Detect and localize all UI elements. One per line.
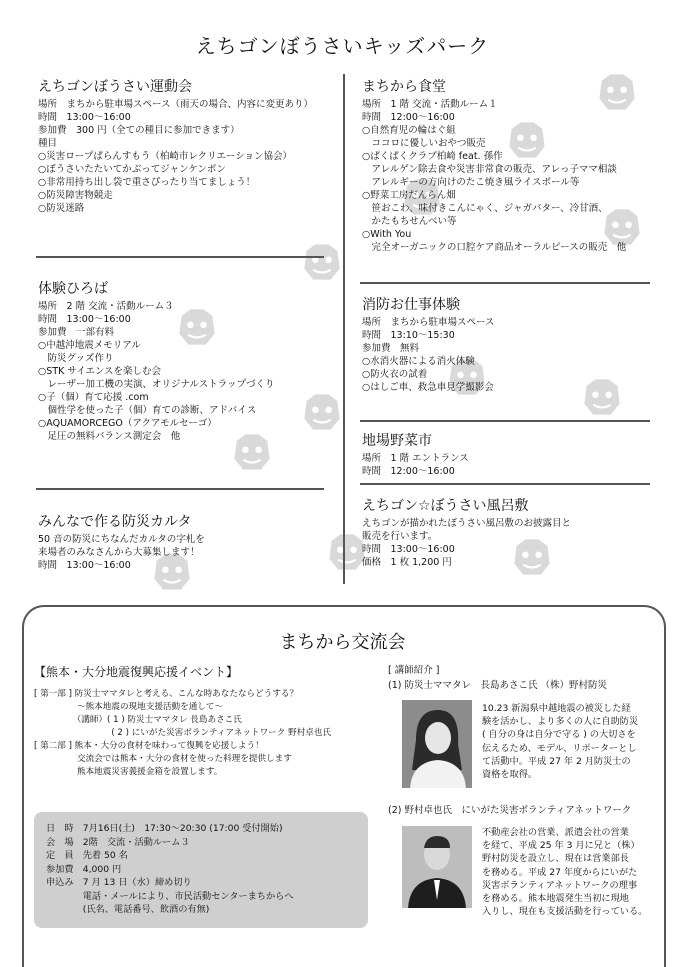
- event-line: 熊本地震災害義援金箱を設置します。: [34, 767, 223, 777]
- section-line: 笹おこわ、味付きこんにゃく、ジャガバター、冷甘酒、: [362, 203, 608, 214]
- section-line: 時間 12:00〜16:00: [362, 112, 455, 123]
- section-undoukai: [38, 78, 313, 215]
- section-line: アレルギーの方向けのたこ焼き風ライスボール等: [362, 177, 580, 188]
- section-line: 時間 12:00〜16:00: [362, 466, 455, 477]
- bio-line: 入りし、現在も支援活動を行っている。: [482, 906, 648, 918]
- section-line: 種目: [38, 138, 58, 149]
- section-line: 時間 13:00〜16:00: [362, 544, 455, 555]
- lecturer1-photo: [402, 700, 472, 788]
- event-line: （講師）( 1 ) 防災士ママタレ 長島あさこ氏: [34, 715, 242, 725]
- section-line: 足圧の無料バランス測定会 他: [38, 431, 181, 442]
- mascot-face-icon: [580, 375, 624, 419]
- person-photo-icon: [402, 700, 472, 788]
- section-line: かたもちせんべい等: [362, 216, 457, 227]
- event-line: [ 第二部 ] 熊本・大分の食材を味わって復興を応援しよう！: [34, 741, 264, 751]
- event-program: [34, 688, 331, 779]
- section-line: 時間 13:00〜16:00: [38, 560, 131, 571]
- event-line: [ 第一部 ] 防災士ママタレと考える、こんな時あなたならどうする？: [34, 689, 299, 699]
- section-line: ○防災障害物競走: [38, 190, 113, 201]
- event-line: 交流会では熊本・大分の食材を使った料理を提供します: [34, 754, 292, 764]
- section-divider: [360, 420, 650, 422]
- section-line: 参加費 一部有料: [38, 327, 115, 338]
- section-line: 完全オーガニックの口腔ケア商品オーラルピースの販売 他: [362, 242, 627, 253]
- bio-line: を務める。平成 27 年度からにいがた: [482, 866, 638, 878]
- section-taiken-hiroba: [38, 280, 275, 443]
- section-line: ○非常用持ち出し袋で重さぴったり当てましょう！: [38, 177, 256, 188]
- section-line: ○野菜工房だんらん畑: [362, 190, 456, 201]
- bio-line: 伝えるため、モデル、リポーターとし: [482, 742, 637, 754]
- section-heading: えちゴンぼうさい運動会: [38, 79, 192, 95]
- event-heading: 【熊本・大分地震復興応援イベント】: [34, 665, 239, 679]
- person-photo-icon: [402, 826, 472, 908]
- section-line: ○中越沖地震メモリアル: [38, 340, 141, 351]
- bio-line: を経て、平成 25 年 3 月に兄と（株）: [482, 840, 640, 852]
- info-line: 電話・メールにより、市民活動センターまちからへ: [46, 890, 294, 902]
- section-line: レーザー加工機の実演、オリジナルストラップづくり: [38, 379, 275, 390]
- section-line: 場所 2 階 交流・活動ルーム３: [38, 301, 174, 312]
- info-line: (氏名、電話番号、飲酒の有無): [46, 904, 210, 915]
- lecturer2-bio: [482, 826, 647, 918]
- lecturer2-name: (2) 野村卓也氏 にいがた災害ボランティアネットワーク: [388, 805, 632, 816]
- section-line: ○ぱくぱくクラブ柏崎 feat. 孫作: [362, 151, 503, 162]
- section-line: 防災グッズ作り: [38, 353, 114, 364]
- section-line: 場所 まちから駐車場スペース: [362, 317, 495, 328]
- section-line: 参加費 無料: [362, 343, 420, 354]
- section-line: ○AQUAMORCEGO（アクアモルセーゴ）: [38, 418, 217, 429]
- bio-line: ( 自分の身は自分で守る ) の大切さを: [482, 729, 636, 741]
- bio-line: 資格を取得。: [482, 769, 538, 781]
- info-line: 定 員 先着 50 名: [46, 850, 128, 861]
- section-divider: [360, 483, 650, 485]
- section-line: えちゴンが描かれたぼうさい風呂敷のお披露目と: [362, 518, 572, 529]
- section-shoubou: [362, 296, 495, 394]
- page-title: えちゴンぼうさいキッズパーク: [195, 34, 490, 58]
- section-line: ○はしご車、救急車見学撮影会: [362, 382, 494, 393]
- event-info: [46, 822, 294, 917]
- bio-line: 10.23 新潟県中越地震の被災した経: [482, 703, 631, 714]
- section-line: 場所 1 階 エントランス: [362, 453, 469, 464]
- section-line: 場所 まちから駐車場スペース（雨天の場合、内容に変更あり）: [38, 99, 314, 110]
- event-line: ( 2 ) にいがた災害ボランティアネットワーク 野村卓也氏: [34, 728, 332, 738]
- section-heading: まちから食堂: [362, 79, 446, 95]
- info-line: 会 場 2階 交流・活動ルーム３: [46, 836, 190, 848]
- section-line: ○With You: [362, 229, 412, 240]
- section-heading: 体験ひろば: [38, 281, 108, 297]
- section-line: 参加費 300 円（全ての種目に参加できます）: [38, 125, 240, 136]
- section-line: ○防災迷路: [38, 203, 85, 214]
- section-yasai-ichi: [362, 432, 469, 478]
- section-karuta: [38, 513, 205, 572]
- section-line: ココロに優しいおやつ販売: [362, 138, 486, 149]
- info-line: 参加費 4,000 円: [46, 863, 122, 875]
- section-line: ○自然育児の輪はぐ組: [362, 125, 456, 136]
- bio-line: 験を活かし、より多くの人に自助防災: [482, 716, 639, 728]
- bio-line: を務める。熊本地震発生当初に現地: [482, 893, 629, 905]
- section-line: ○子（個）育て応援 .com: [38, 392, 149, 403]
- section-line: ○水消火器による消火体験: [362, 356, 475, 367]
- section-divider: [36, 488, 324, 490]
- exchange-title: まちから交流会: [279, 632, 406, 653]
- info-line: 日 時 7月16日(土) 17:30〜20:30 (17:00 受付開始): [46, 823, 283, 834]
- section-line: 販売を行います。: [362, 531, 438, 542]
- section-line: 時間 13:10〜15:30: [362, 330, 455, 341]
- section-line: ○ぼうさいたたいてかぶってジャンケンポン: [38, 164, 226, 175]
- event-line: 〜熊本地震の現地支援活動を通して〜: [34, 702, 224, 712]
- section-line: アレルゲン除去食や災害非常食の販売、アレっ子ママ相談: [362, 164, 617, 175]
- section-line: ○災害ロープぱらんすもう（柏崎市レクリエーション協会）: [38, 151, 293, 162]
- section-divider: [36, 256, 324, 258]
- section-divider: [360, 282, 650, 284]
- section-furoshiki: [362, 497, 571, 569]
- section-heading: 地場野菜市: [362, 433, 432, 449]
- lecturer-heading: [ 講師紹介 ]: [388, 665, 440, 676]
- column-divider: [343, 74, 345, 584]
- section-heading: みんなで作る防災カルタ: [38, 514, 192, 530]
- bio-line: 災害ボランティアネットワークの理事: [482, 879, 638, 891]
- section-heading: 消防お仕事体験: [362, 297, 460, 313]
- section-shokudou: [362, 78, 626, 254]
- bio-line: 野村防災を設立し、現在は営業部長: [482, 853, 629, 865]
- section-line: 価格 1 枚 1,200 円: [362, 557, 452, 568]
- section-line: 場所 1 階 交流・活動ルーム１: [362, 99, 498, 110]
- lecturer2-photo: [402, 826, 472, 908]
- mascot-face-icon: [300, 390, 344, 434]
- bio-line: 不動産会社の営業、派遣会社の営業: [482, 827, 629, 838]
- section-line: 時間 13:00〜16:00: [38, 314, 131, 325]
- lecturer1-name: (1) 防災士ママタレ 長島あさこ氏 （株）野村防災: [388, 680, 607, 691]
- section-line: ○STK サイエンスを楽しむ会: [38, 366, 162, 377]
- mascot-face-icon: [300, 240, 344, 284]
- section-line: 来場者のみなさんから大募集します！: [38, 547, 200, 558]
- section-line: 50 音の防災にちなんだカルタの字札を: [38, 534, 205, 545]
- section-line: 個性学を使った子（個）育ての診断、アドバイス: [38, 405, 257, 416]
- bio-line: て活動中。平成 27 年 2 月防災士の: [482, 755, 631, 767]
- section-heading: えちゴン☆ぼうさい風呂敷: [362, 498, 529, 514]
- section-line: 時間 13:00〜16:00: [38, 112, 131, 123]
- info-line: 申込み 7 月 13 日（水）締め切り: [46, 877, 192, 888]
- lecturer1-bio: [482, 702, 638, 781]
- section-line: ○防火衣の試着: [362, 369, 428, 380]
